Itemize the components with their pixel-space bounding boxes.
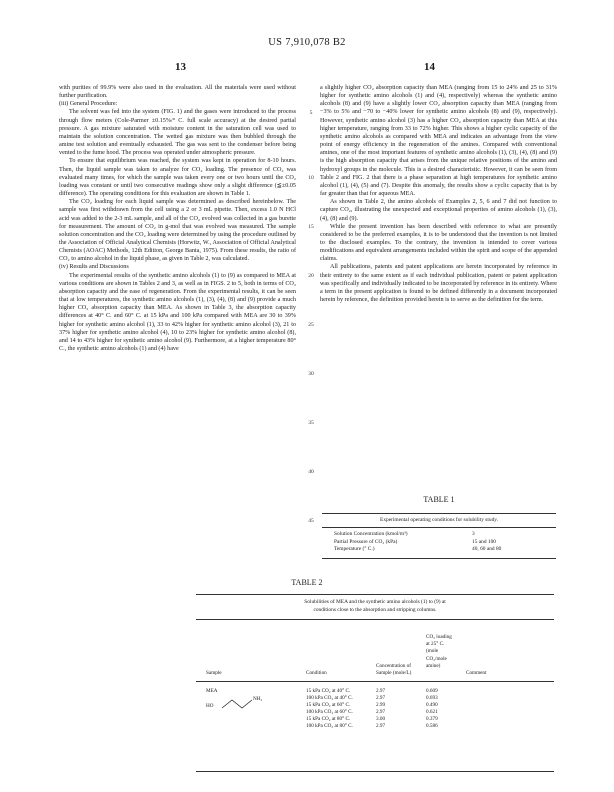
header-line: amine): [426, 662, 441, 669]
mea-structure-icon: [216, 695, 276, 715]
table1-label: Temperature (° C.): [334, 546, 375, 552]
row-concentration: 2.97: [376, 723, 386, 729]
row-concentration: 2.97: [376, 695, 386, 701]
structure-label-ho: HO: [206, 703, 214, 709]
line-number: 5: [309, 110, 313, 116]
table2-caption-line: conditions close to the absorption and stripping columns.: [313, 606, 437, 613]
section-heading: (iii) General Procedure:: [59, 101, 118, 108]
sample-name: MEA: [206, 688, 218, 694]
header-sample: Sample: [206, 670, 222, 676]
table1: [322, 513, 556, 559]
line-number: 20: [308, 273, 314, 279]
row-condition: 100 kPa CO₂ at 40° C.: [306, 695, 353, 701]
row-concentration: 2.99: [376, 702, 386, 708]
table1-value: 40, 60 and 80: [472, 546, 502, 552]
row-condition: 15 kPa CO₂ at 40° C.: [306, 688, 351, 694]
line-number: 40: [308, 469, 314, 475]
row-loading: 0.621: [426, 709, 438, 715]
table1-value: 3: [472, 531, 475, 537]
header-concentration: [376, 663, 411, 677]
page-number-left: 13: [175, 61, 186, 73]
header-line: CO₂/mole: [426, 655, 447, 662]
header-loading: [426, 634, 452, 670]
paragraph: The CO₂ loading for each liquid sample was determined as described hereinbelow. The sample was first withdrawn from the cell using a 2 or 3 mL pipette. Then, excess 1.0 N HCl acid was added to the 2-3 mL sample, and all of the CO₂ evolved was collected in a gas burette for measurement. The amount of CO₂ in g-mol that was evolved was measured. The sample solution concentration and the CO₂ loading were determined by using the procedure outlined by the Association of Official Analytical Chemists (Horwitz, W., Association of Official Analytical Chemists (AOAC) Methods, 12th Edition, George Banta, 1975). From these results, the ratio of CO₂ to amino alcohol in the liquid phase, as given in Table 2, was calculated.: [59, 199, 296, 263]
table2-caption-line: Solubilities of MEA and the synthetic amino alcohols (1) to (9) at: [304, 599, 446, 605]
paragraph: To ensure that equilibrium was reached, the system was kept in operation for 8-10 hours. Then, the liquid sample was taken to analyze for CO₂ loading. The presence of CO₂ was evaluated many times, for which the sample was taken every one or two hours until the CO₂ loading was constant or until two consecutive readings show only a slight difference (≦±0.05 difference). The operating conditions for this evaluation are shown in Table 1.: [59, 158, 296, 198]
paragraph: a slightly higher CO₂ absorption capacity than MEA (ranging from 15 to 24% and 25 to 31% higher for synthetic amino alcohols (1) and (4), respectively) whereas the synthetic amino alcohols (8) and (9) have a slightly lower CO₂ absorption capacity than MEA (ranging from −3% to 5% and −70 to −40% lower for synthetic amino alcohols (8) and (9), respectively). However, synthetic amino alcohol (3) has a higher CO₂ absorption capacity than MEA at this higher temperature, ranging from 33 to 72% higher. This shows a higher cyclic capacity of the synthetic amino alcohols as compared with MEA and indicates an advantage from the view point of energy efficiency in the regeneration of the amines. Compared with conventional amines, one of the most important features of synthetic amino alcohols (1), (3), (4), (8) and (9) is the high absorption capacity that arises from the unique relative positions of the amino and hydroxyl groups in the molecule. This is a desired characteristic. However, it can be seen from Table 2 and FIG. 2 that there is a phase separation at high temperatures for synthetic amino alcohol (1), (4), (5) and (7). Despite this anomaly, the results show a cyclic capacity that is by far greater than that for aqueous MEA.: [320, 85, 557, 198]
header-condition: Condition: [306, 670, 327, 676]
line-number: 10: [308, 175, 314, 181]
table1-caption: Experimental operating conditions for solubility study.: [322, 514, 556, 528]
left-column: [59, 84, 296, 353]
row-condition: 15 kPa CO₂ at 80° C.: [306, 716, 351, 722]
table2: [196, 594, 554, 772]
line-number: 25: [308, 322, 314, 328]
row-condition: 100 kPa CO₂ at 60° C.: [306, 709, 353, 715]
line-number: 35: [308, 420, 314, 426]
header-line: (mole: [426, 648, 439, 655]
table-rule: [196, 619, 554, 620]
paragraph: While the present invention has been described with reference to what are presently considered to be the preferred examples, it is to be understood that the invention is not limited to the disclosed examples. To the contrary, the invention is intended to cover various modifications and equivalent arrangements included within the spirit and scope of the appended claims.: [320, 223, 557, 263]
header-line: at 25° C.: [426, 641, 445, 648]
table-row: [322, 531, 556, 539]
table-rule: [196, 681, 554, 682]
row-concentration: 2.97: [376, 688, 386, 694]
table1-label: Partial Pressure of CO₂ (kPa): [334, 538, 398, 545]
row-condition: 15 kPa CO₂ at 60° C.: [306, 702, 351, 708]
table-row: [322, 539, 556, 547]
row-loading: 0.379: [426, 716, 438, 722]
row-condition: 100 kPa CO₂ at 80° C.: [306, 723, 353, 729]
section-heading: (iv) Results and Discussions: [59, 264, 129, 271]
row-loading: 0.490: [426, 702, 438, 708]
row-loading: 0.693: [426, 695, 438, 701]
table1-title: TABLE 1: [423, 495, 455, 504]
table1-value: 15 and 100: [472, 538, 496, 545]
line-number: 45: [308, 518, 314, 524]
paragraph: The solvent was fed into the system (FIG. 1) and the gases were introduced to the process through flow meters (Cole-Parmer ±0.15%/° C. full scale accuracy) at the desired partial pressure. A gas mixture saturated with moisture content in the saturation cell was used to maintain the solution concentration. The wetted gas mixture was then bubbled through the amine test solution and eventually exhausted. The gas was sent to the condenser before being vented to the fume hood. The process was operated under atmospheric pressure.: [59, 109, 296, 157]
row-concentration: 3.00: [376, 716, 386, 722]
page-number-right: 14: [424, 61, 435, 73]
row-concentration: 2.97: [376, 709, 386, 715]
line-number: 30: [308, 371, 314, 377]
table2-caption: [196, 599, 554, 614]
row-loading: 0.586: [426, 723, 438, 729]
paragraph: As shown in Table 2, the amino alcohols of Examples 2, 5, 6 and 7 did not function to capture CO₂, illustrating the unexpected and exceptional properties of amino alcohols (1), (3), (4), (8) and (9).: [320, 199, 557, 222]
line-number: 15: [308, 224, 314, 230]
paragraph: with purities of 99.9% were also used in the evaluation. All the materials were used without further purification.: [59, 85, 296, 100]
header-comment: Comment: [466, 670, 487, 676]
header-line: CO₂ loading: [426, 634, 452, 640]
table2-title: TABLE 2: [291, 578, 323, 587]
table-row: [322, 546, 556, 554]
paragraph: All publications, patents and patent applications are herein incorporated by reference in their entirety to the same extent as if each individual publication, patent or patent application was specifically and individually indicated to be incorporated by reference in its entirety. Where a term in the present application is found to be defined differently in a document incorporated herein by reference, the definition provided herein is to serve as the definition for the term.: [320, 264, 557, 304]
paragraph: The experimental results of the synthetic amino alcohols (1) to (9) as compared to MEA at various conditions are shown in Tables 2 and 3, as well as in FIGS. 2 to 5, both in terms of CO₂ absorption capacity and the ease of regeneration. From the experimental results, it can be seen that at low temperatures, the synthetic amino alcohols (1), (3), (4), (8) and (9) provide a much higher CO₂ absorption capacity than MEA. As shown in Table 3, the absorption capacity differences at 40° C. and 60° C. at 15 kPa and 100 kPa compared with MEA are 30 to 39% higher for synthetic amino alcohol (1), 33 to 42% higher for synthetic amino alcohol (3), 21 to 37% higher for synthetic amino alcohol (4), 10 to 23% higher for synthetic amino alcohol (8), and 14 to 43% higher for synthetic amino alcohol (9). Furthermore, at a higher temperature 80° C., the synthetic amino alcohols (1) and (4) have: [59, 272, 296, 352]
right-column: [320, 84, 557, 304]
header-line: Concentration of: [376, 663, 412, 669]
row-loading: 0.609: [426, 688, 438, 694]
header-line: Sample (mole/L): [376, 670, 412, 677]
patent-number: US 7,910,078 B2: [268, 37, 346, 48]
table1-label: Solution Concentration (kmol/m³): [334, 531, 408, 537]
structure-label-nh2: NH₂: [253, 696, 263, 702]
